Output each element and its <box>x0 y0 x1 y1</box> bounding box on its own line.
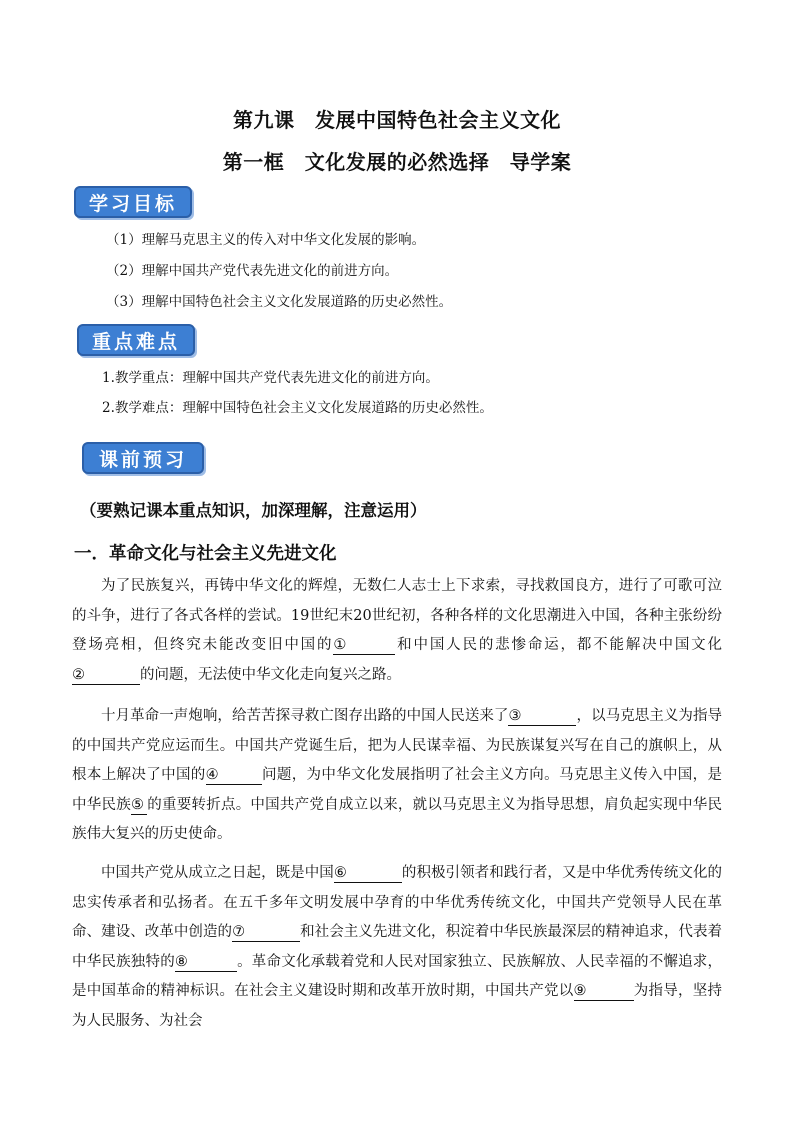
fill-blank[interactable]: ⑦ <box>232 923 300 942</box>
fill-blank[interactable]: ⑤ <box>131 796 147 815</box>
paragraph <box>72 859 722 1036</box>
paragraph-text: 为指导，坚持为人民服务、为社会 <box>72 983 722 1029</box>
page-title: 第九课 发展中国特色社会主义文化 <box>233 108 561 132</box>
paragraph-text: 中国共产党从成立之日起，既是中国 <box>101 865 334 881</box>
paragraph-text: 的重要转折点。中国共产党自成立以来，就以马克思主义为指导思想，肩负起实现中华民族伟大复兴的历史使命。 <box>72 796 723 842</box>
fill-blank[interactable]: ③ <box>508 707 576 726</box>
paragraph-text: 问题，为中华文化发展指明了社会主义方向。马克思主义传入中国，是中华民族 <box>72 767 723 813</box>
fill-blank[interactable]: ⑧ <box>175 953 237 972</box>
section-heading: 一．革命文化与社会主义先进文化 <box>74 544 337 564</box>
fill-blank[interactable]: ⑥ <box>334 864 402 883</box>
key-point-item: 1.教学重点：理解中国共产党代表先进文化的前进方向。 <box>102 370 439 386</box>
objectives-badge: 学习目标 <box>74 186 192 218</box>
preview-note: （要熟记课本重点知识，加深理解，注意运用） <box>80 501 427 520</box>
objective-item: （3）理解中国特色社会主义文化发展道路的历史必然性。 <box>106 294 453 310</box>
paragraph-text: 。革命文化承载着党和人民对国家独立、民族解放、人民幸福的不懈追求，是中国革命的精神标识。在社会主义建设时期和改革开放时期，中国共产党以 <box>72 953 723 999</box>
paragraph-text: 和中国人民的悲惨命运，都不能解决中国文化 <box>395 637 723 653</box>
preview-badge: 课前预习 <box>82 442 204 474</box>
paragraph-text: ，以马克思主义为指导的中国共产党应运而生。中国共产党诞生后，把为人民谋幸福、为民族谋复兴写在自己的旗帜上，从根本上解决了中国的 <box>72 708 723 783</box>
objective-item: （1）理解马克思主义的传入对中华文化发展的影响。 <box>106 232 426 248</box>
paragraph-text: 十月革命一声炮响，给苦苦探寻救亡图存出路的中国人民送来了 <box>101 708 509 724</box>
fill-blank[interactable]: ④ <box>206 766 262 785</box>
key-point-item: 2.教学难点：理解中国特色社会主义文化发展道路的历史必然性。 <box>102 400 493 416</box>
paragraph <box>72 572 722 690</box>
fill-blank[interactable]: ① <box>333 636 395 655</box>
fill-blank[interactable]: ⑨ <box>574 982 634 1001</box>
key-points-badge: 重点难点 <box>77 324 195 356</box>
page-subtitle: 第一框 文化发展的必然选择 导学案 <box>222 150 572 174</box>
paragraph-text: 和社会主义先进文化，积淀着中华民族最深层的精神追求，代表着中华民族独特的 <box>72 924 723 970</box>
paragraph-text: 的积极引领者和践行者，又是中华优秀传统文化的忠实传承者和弘扬者。在五千多年文明发展中孕育的中华优秀传统文化，中国共产党领导人民在革命、建设、改革中创造的 <box>72 865 722 940</box>
paragraph-text: 为了民族复兴，再铸中华文化的辉煌，无数仁人志士上下求索，寻找救国良方，进行了可歌可泣的斗争，进行了各式各样的尝试。19世纪末20世纪初，各种各样的文化思潮进入中国，各种主张纷纷登场亮相，但终究未能改变旧中国的 <box>72 578 722 653</box>
paragraph-text: 的问题，无法使中华文化走向复兴之路。 <box>140 666 401 683</box>
objective-item: （2）理解中国共产党代表先进文化的前进方向。 <box>106 263 399 279</box>
paragraph <box>72 702 722 850</box>
fill-blank[interactable]: ② <box>72 666 140 685</box>
